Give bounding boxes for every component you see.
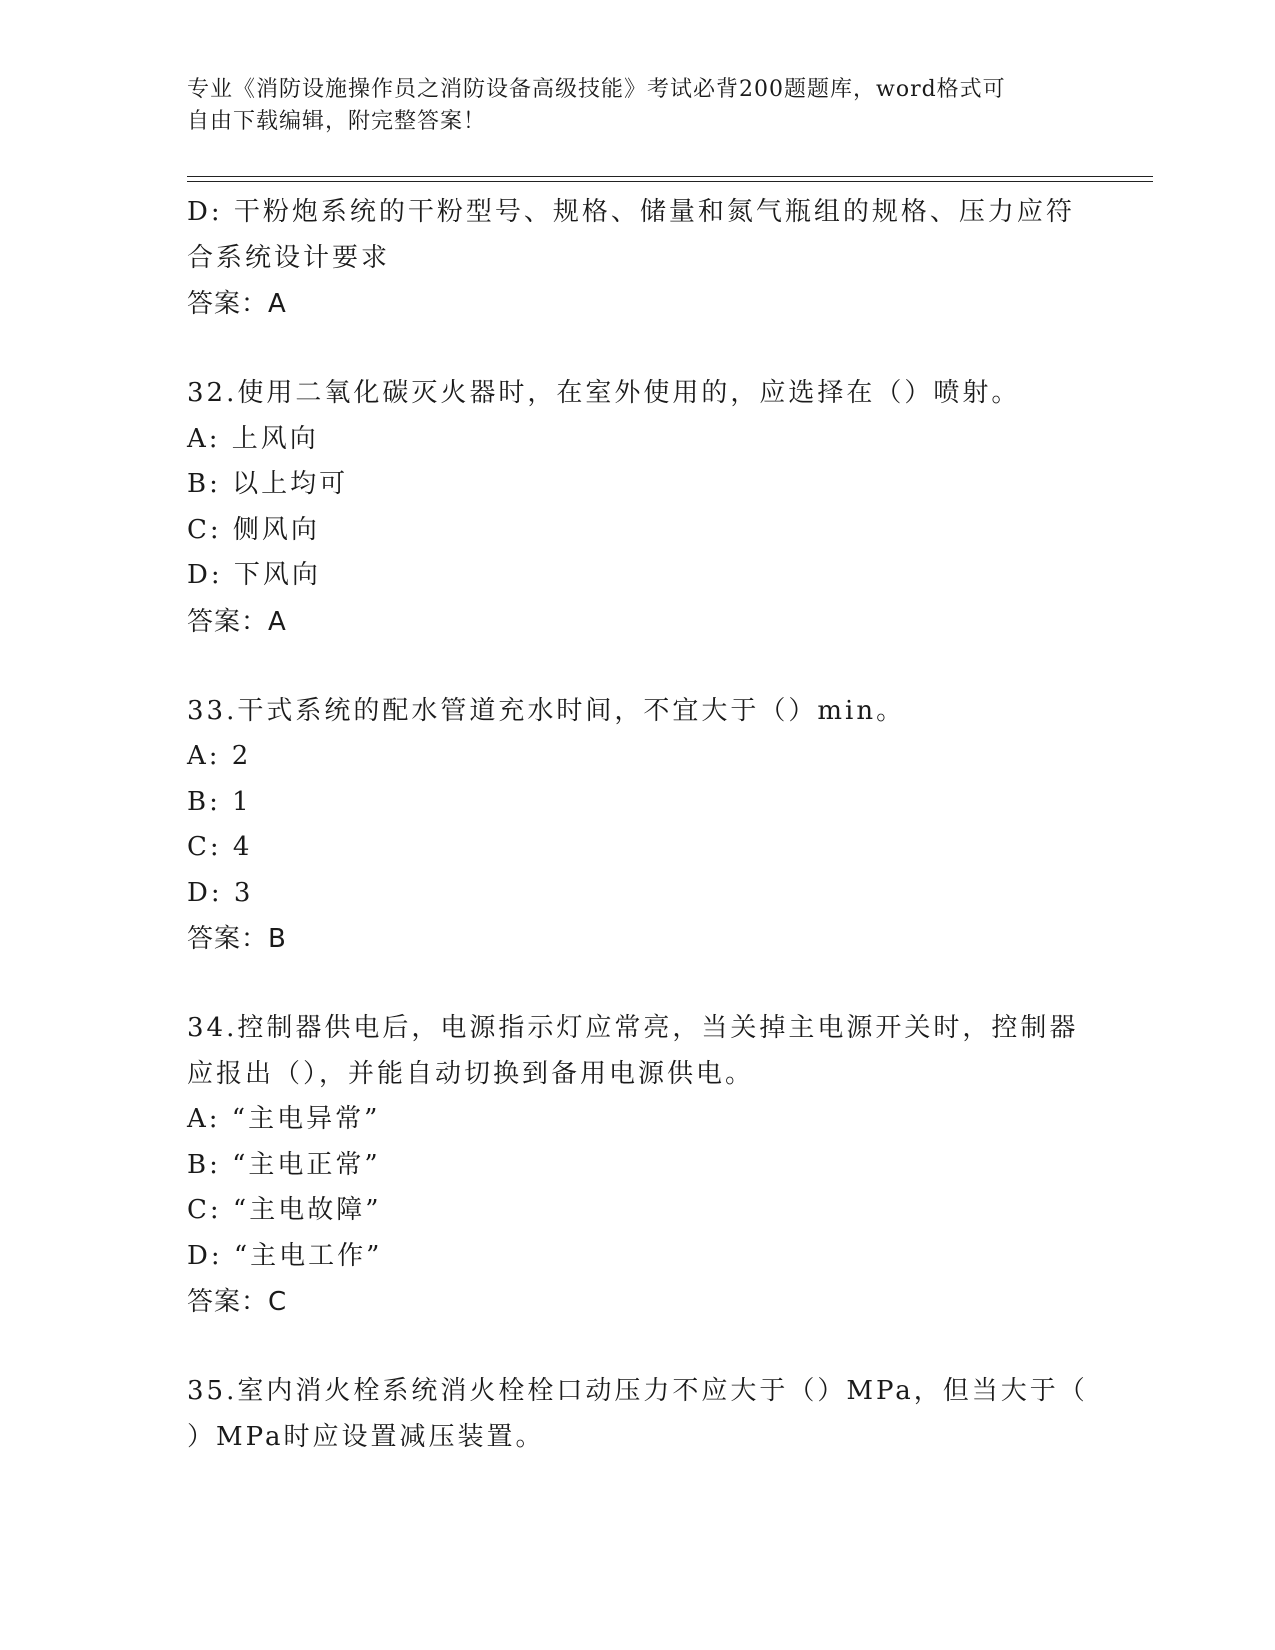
question-32 [187,371,1087,645]
option-c: C: 4 [187,832,253,862]
spacer [187,645,1087,689]
document-header [187,74,1067,138]
option-d: D: 下风向 [187,560,321,590]
question-34 [187,1006,1087,1325]
spacer [187,327,1087,371]
document-body [187,190,1087,1460]
option-d: D: 3 [187,877,254,908]
question-35 [187,1369,1087,1460]
question-stem-line-2: ）MPa时应设置减压装置。 [187,1421,545,1452]
option-a: A: 上风向 [187,423,319,454]
option-b: B: “主电正常” [187,1149,381,1180]
option-b: B: 以上均可 [187,469,349,499]
question-stem-line-2: 应报出（），并能自动切换到备用电源供电。 [187,1058,755,1089]
header-line-2: 自由下载编辑，附完整答案！ [187,109,487,134]
question-stem: 32.使用二氧化碳灭火器时，在室外使用的，应选择在（）喷射。 [187,378,1021,408]
question-stem: 33.干式系统的配水管道充水时间，不宜大于（）min。 [187,695,906,726]
answer-34: 答案：C [187,1287,288,1317]
option-d-line-2: 合系统设计要求 [187,242,391,273]
header-divider-top [187,176,1153,177]
answer-32: 答案：A [187,606,287,637]
answer-31: 答案：A [187,289,287,319]
question-stem-line-1: 35.室内消火栓系统消火栓栓口动压力不应大于（）MPa，但当大于（ [187,1376,1088,1406]
option-d: D: “主电工作” [187,1240,383,1271]
question-stem-line-1: 34.控制器供电后，电源指示灯应常亮，当关掉主电源开关时，控制器 [187,1013,1079,1043]
option-b: B: 1 [187,786,252,817]
answer-33: 答案：B [187,924,287,954]
question-33 [187,689,1087,963]
option-d-line-1: D: 干粉炮系统的干粉型号、规格、储量和氮气瓶组的规格、压力应符 [187,197,1075,227]
spacer [187,962,1087,1006]
option-a: A: “主电异常” [187,1104,381,1134]
option-c: C: “主电故障” [187,1195,382,1225]
question-31-continuation [187,190,1087,327]
option-c: C: 侧风向 [187,514,320,545]
option-a: A: 2 [187,741,252,771]
header-divider-bottom [187,181,1153,182]
header-line-1: 专业《消防设施操作员之消防设备高级技能》考试必背200题题库，word格式可 [187,77,1006,102]
spacer [187,1325,1087,1369]
